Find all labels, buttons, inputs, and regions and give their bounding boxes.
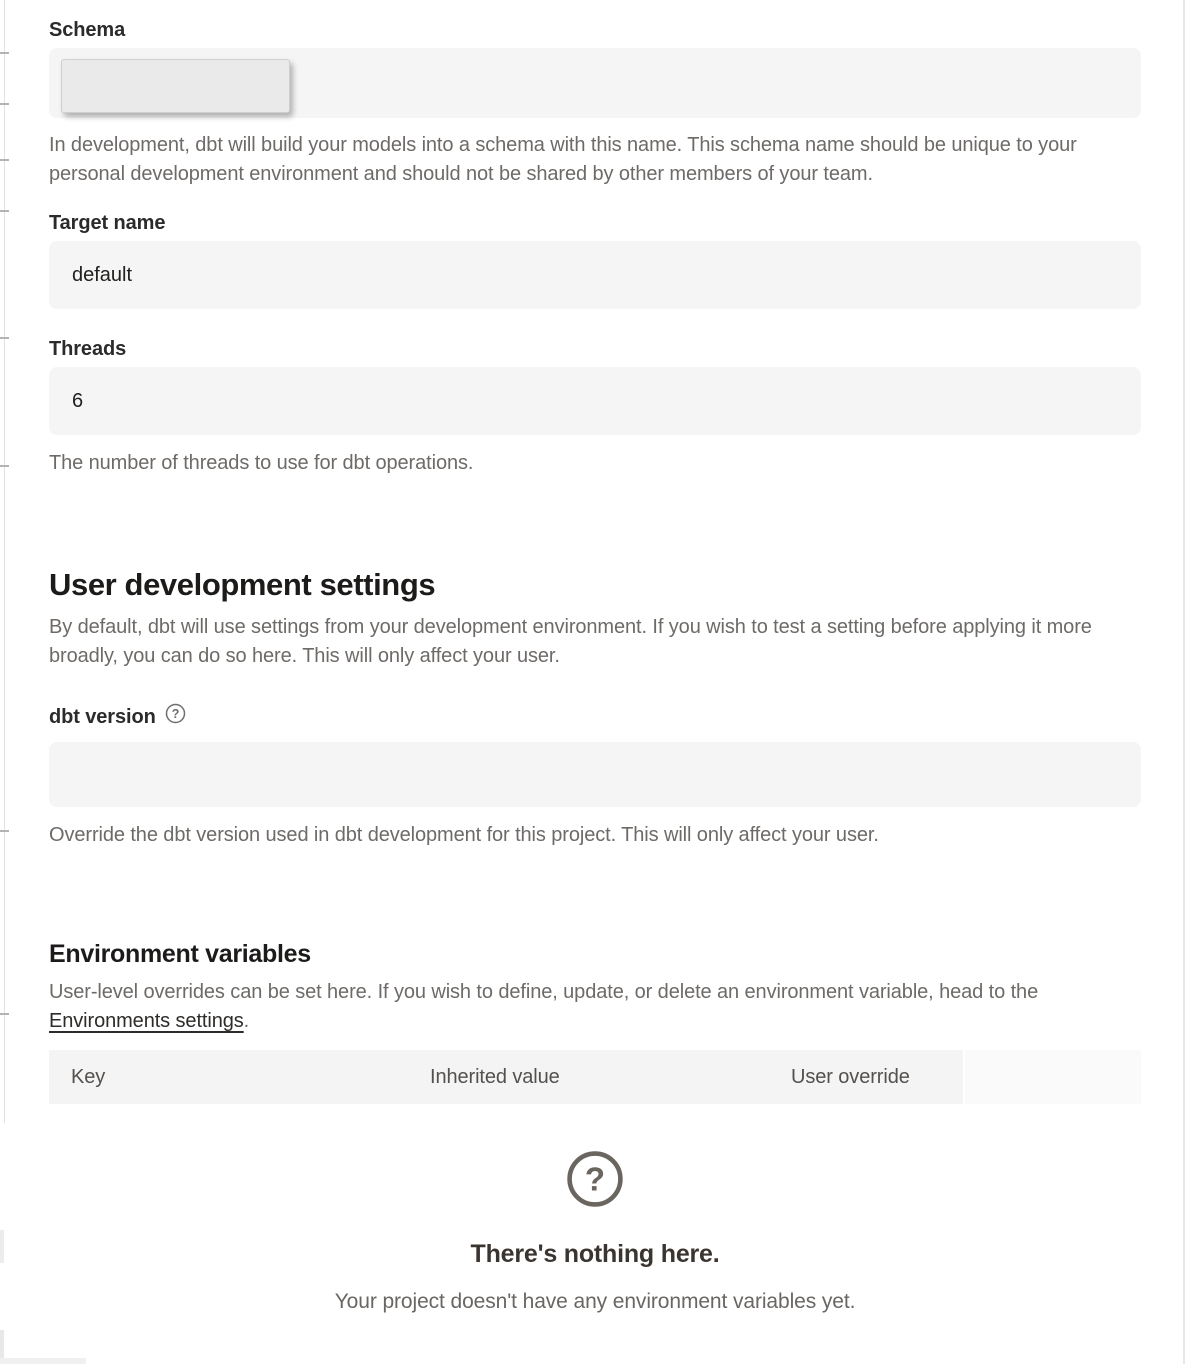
schema-help-text: In development, dbt will build your models into a schema with this name. This schema name should be unique to your personal development environment and should not be shared by other members of your team. — [49, 134, 1077, 185]
column-header-inherited-value: Inherited value — [408, 1050, 769, 1104]
dbt-version-label-row — [49, 703, 1141, 730]
user-dev-settings-heading: User development settings — [49, 567, 436, 602]
svg-text:?: ? — [171, 707, 179, 721]
schema-input[interactable] — [49, 48, 1141, 118]
left-edge-tick — [0, 830, 9, 832]
column-header-actions-empty — [963, 1050, 1141, 1104]
environment-variables-description — [49, 978, 1139, 1036]
bottom-edge-fragment — [0, 1358, 86, 1364]
schema-value-redaction — [61, 59, 290, 113]
dbt-version-input[interactable] — [49, 742, 1141, 807]
threads-label: Threads — [49, 338, 127, 360]
user-dev-settings-description: By default, dbt will use settings from your development environment. If you wish to test a setting before applying it more broadly, you can do so here. This will only affect your user. — [49, 616, 1092, 667]
right-edge-border — [1183, 0, 1185, 1364]
env-vars-table-header — [49, 1050, 1141, 1104]
threads-value: 6 — [72, 389, 84, 412]
env-vars-empty-state — [49, 1150, 1141, 1315]
threads-input[interactable] — [49, 367, 1141, 435]
settings-panel — [49, 0, 1141, 1315]
left-edge-tick — [0, 103, 9, 105]
column-header-key: Key — [49, 1050, 408, 1104]
left-edge-fragment — [0, 1230, 4, 1263]
empty-state-subtitle: Your project doesn't have any environment variables yet. — [334, 1290, 856, 1313]
column-header-user-override: User override — [769, 1050, 963, 1104]
target-name-input[interactable] — [49, 241, 1141, 309]
target-name-label: Target name — [49, 212, 166, 234]
dbt-version-help-text: Override the dbt version used in dbt development for this project. This will only affect your user. — [49, 824, 879, 846]
environments-settings-link[interactable]: Environments settings — [49, 1010, 244, 1032]
left-edge-tick — [0, 465, 9, 467]
environment-variables-heading: Environment variables — [49, 940, 311, 968]
left-edge-tick — [0, 337, 9, 339]
svg-text:?: ? — [584, 1160, 606, 1198]
left-edge-tick — [0, 210, 9, 212]
question-mark-circle-icon — [566, 1150, 624, 1213]
left-edge-border — [4, 0, 5, 1123]
dbt-version-label: dbt version — [49, 705, 156, 728]
env-vars-description-suffix: . — [243, 1010, 250, 1032]
schema-label: Schema — [49, 19, 126, 41]
left-edge-tick — [0, 52, 9, 54]
env-vars-description-prefix: User-level overrides can be set here. If you wish to define, update, or delete an environment variable, head to the — [49, 981, 1039, 1003]
empty-state-title: There's nothing here. — [470, 1240, 720, 1268]
left-edge-tick — [0, 159, 9, 161]
left-edge-tick — [0, 1013, 9, 1015]
question-mark-circle-icon[interactable] — [165, 703, 186, 730]
threads-help-text: The number of threads to use for dbt operations. — [49, 452, 474, 474]
target-name-value: default — [72, 263, 133, 286]
